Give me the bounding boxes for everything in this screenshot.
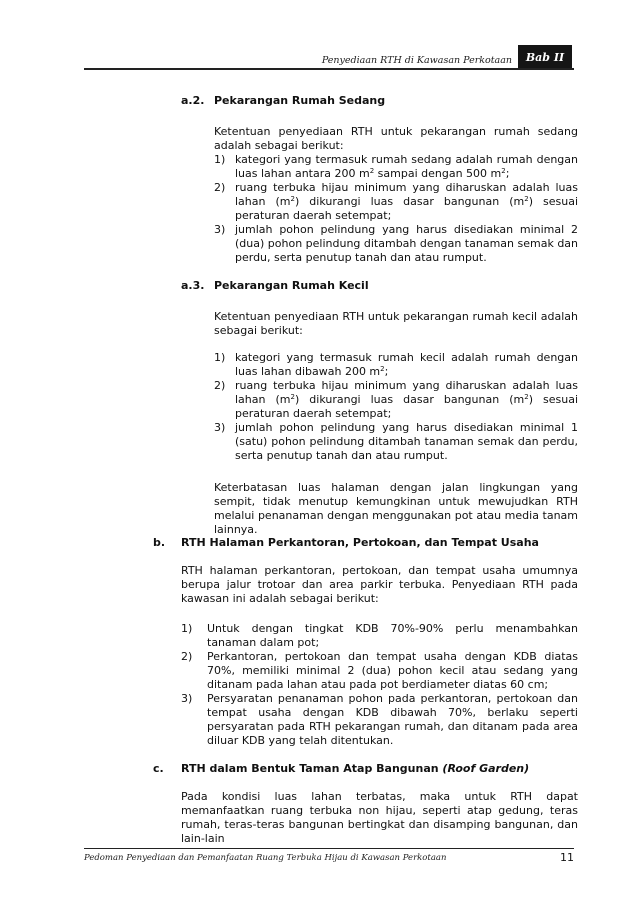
section-a3-number: a.3. <box>181 279 205 292</box>
list-item: 1) kategori yang termasuk rumah kecil adalah rumah dengan luas lahan dibawah 200 $m^2$; <box>214 351 578 378</box>
section-c-heading <box>153 762 529 776</box>
section-a2-heading <box>181 94 385 108</box>
section-a2-intro: Ketentuan penyediaan RTH untuk pekarangan rumah sedang adalah sebagai berikut: <box>214 125 578 152</box>
list-item: 3) Persyaratan penanaman pohon pada perkantoran, pertokoan dan tempat usaha dengan KDB dibawah 70%, berlaku seperti persyaratan pada RTH pekarangan rumah, dan ditanam pada area diluar KDB yang telah ditentukan. <box>181 692 578 747</box>
section-c-number: c. <box>153 762 164 775</box>
list-item: 2) ruang terbuka hijau minimum yang diharuskan adalah luas lahan $(m^2)$ dikurangi luas dasar bangunan $(m^2)$ sesuai peraturan daerah setempat; <box>214 379 579 420</box>
chapter-badge: Bab II <box>518 45 572 69</box>
section-a2-number: a.2. <box>181 94 205 107</box>
section-c-intro: Pada kondisi luas lahan terbatas, maka untuk RTH dapat memanfaatkan ruang terbuka non hijau, seperti atap gedung, teras rumah, teras-teras bangunan bertingkat dan disamping bangunan, dan lain-lain <box>181 790 578 845</box>
section-c-title: RTH dalam Bentuk Taman Atap Bangunan <box>181 762 443 775</box>
list-item: 2) Perkantoran, pertokoan dan tempat usaha dengan KDB diatas 70%, memiliki minimal 2 (dua) pohon kecil atau sedang yang ditanam pada lahan atau pada pot berdiameter diatas 60 cm; <box>181 650 578 691</box>
section-b-intro: RTH halaman perkantoran, pertokoan, dan tempat usaha umumnya berupa jalur trotoar dan area parkir terbuka. Penyediaan RTH pada kawasan ini adalah sebagai berikut: <box>181 564 578 605</box>
section-a2-title: Pekarangan Rumah Sedang <box>214 94 386 107</box>
running-header-title: Penyediaan RTH di Kawasan Perkotaan <box>321 55 512 66</box>
footer-title: Pedoman Penyediaan dan Pemanfaatan Ruang Terbuka Hijau di Kawasan Perkotaan <box>84 853 447 863</box>
list-item: 1) kategori yang termasuk rumah sedang adalah rumah dengan luas lahan antara 200 $m^2$ sampai dengan 500 $m^2$; <box>214 153 578 180</box>
section-b-list <box>181 622 578 748</box>
list-item: 3) jumlah pohon pelindung yang harus disediakan minimal 1 (satu) pohon pelindung ditambah tanaman semak dan perdu, serta penutup tanah dan atau rumput. <box>214 421 578 462</box>
section-a3-list <box>214 351 578 463</box>
section-b-heading <box>153 536 539 550</box>
header-rule <box>84 68 574 70</box>
section-a3-closing: Keterbatasan luas halaman dengan jalan lingkungan yang sempit, tidak menutup kemungkinan untuk mewujudkan RTH melalui penanaman dengan menggunakan pot atau media tanam lainnya. <box>214 481 578 536</box>
section-a3-title: Pekarangan Rumah Kecil <box>214 279 369 292</box>
footer-rule <box>84 848 574 849</box>
section-a3-heading <box>181 279 369 293</box>
section-b-title: RTH Halaman Perkantoran, Pertokoan, dan Tempat Usaha <box>181 536 539 549</box>
list-item: 2) ruang terbuka hijau minimum yang diharuskan adalah luas lahan $(m^2)$ dikurangi luas dasar bangunan $(m^2)$ sesuai peraturan daerah setempat; <box>214 181 579 222</box>
page-number: 11 <box>560 851 574 864</box>
section-a2-list <box>214 153 578 265</box>
list-item: 3) jumlah pohon pelindung yang harus disediakan minimal 2 (dua) pohon pelindung ditambah dengan tanaman semak dan perdu, serta penutup tanah dan atau rumput. <box>214 223 579 264</box>
section-b-number: b. <box>153 536 166 549</box>
list-item: 1) Untuk dengan tingkat KDB 70%-90% perlu menambahkan tanaman dalam pot; <box>181 622 578 649</box>
section-a3-intro: Ketentuan penyediaan RTH untuk pekarangan rumah kecil adalah sebagai berikut: <box>214 310 578 337</box>
section-c-title-italic: (Roof Garden) <box>442 762 530 775</box>
